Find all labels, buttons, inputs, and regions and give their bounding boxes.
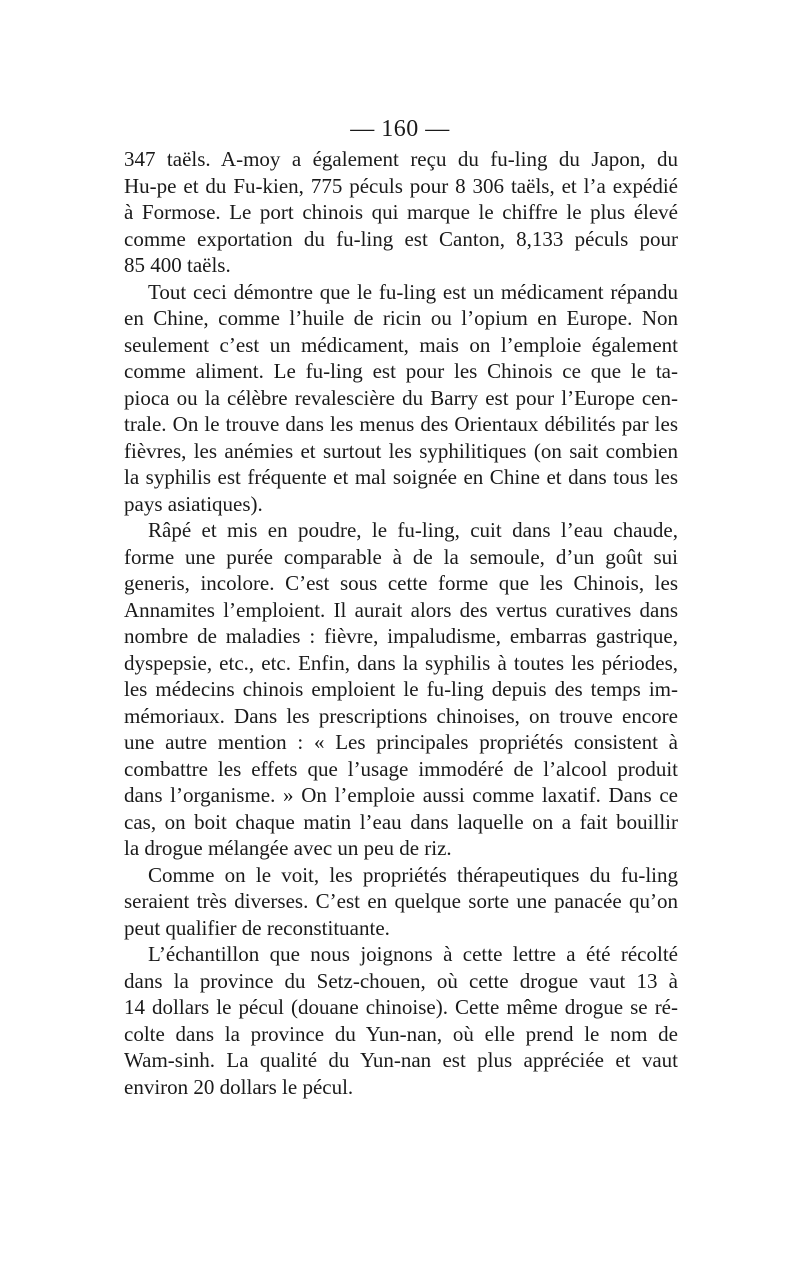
text-line: L’échantillon que nous joignons à cette lettre a été récolté xyxy=(148,942,678,966)
text-line: peut qualifier de reconstituante. xyxy=(124,915,390,940)
text-line: à Formose. Le port chinois qui marque le chiffre le plus élevé xyxy=(124,200,678,224)
text-line: Tout ceci démontre que le fu-ling est un médicament répandu xyxy=(148,279,678,304)
text-line: trale. On le trouve dans les menus des Orientaux débilités par les xyxy=(124,412,678,436)
text-line: pays asiatiques). xyxy=(124,491,263,516)
text-line: mémoriaux. Dans les prescriptions chinoises, on trouve encore xyxy=(124,703,678,728)
text-line: 14 dollars le pécul (douane chinoise). Cette même drogue se ré- xyxy=(124,995,678,1019)
text-line: Râpé et mis en poudre, le fu-ling, cuit dans l’eau chaude, xyxy=(148,518,678,542)
text-line: Comme on le voit, les propriétés thérapeutiques du fu-ling xyxy=(148,862,678,887)
text-line: 347 taëls. A-moy a également reçu du fu-ling du Japon, du xyxy=(124,147,678,171)
text-line: Hu-pe et du Fu-kien, 775 péculs pour 8 306 taëls, et l’a expédié xyxy=(124,173,678,198)
text-line: la drogue mélangée avec un peu de riz. xyxy=(124,836,452,860)
text-line: la syphilis est fréquente et mal soignée en Chine et dans tous les xyxy=(124,465,678,489)
text-line: les médecins chinois emploient le fu-ling depuis des temps im- xyxy=(124,677,678,701)
text-line: pioca ou la célèbre revalescière du Barry est pour l’Europe cen- xyxy=(124,385,678,410)
text-line: seraient très diverses. C’est en quelque sorte une panacée qu’on xyxy=(124,889,678,913)
text-line: une autre mention : « Les principales propriétés consistent à xyxy=(124,730,678,754)
text-line: comme aliment. Le fu-ling est pour les Chinois ce que le ta- xyxy=(124,359,678,383)
text-line: dyspepsie, etc., etc. Enfin, dans la syphilis à toutes les périodes, xyxy=(124,650,678,675)
text-line: fièvres, les anémies et surtout les syphilitiques (on sait combien xyxy=(124,438,678,463)
text-line: environ 20 dollars le pécul. xyxy=(124,1074,354,1099)
body-text xyxy=(124,146,678,1100)
text-line: generis, incolore. C’est sous cette forme que les Chinois, les xyxy=(124,571,678,595)
text-line: nombre de maladies : fièvre, impaludisme, embarras gastrique, xyxy=(124,624,678,648)
text-line: Wam-sinh. La qualité du Yun-nan est plus appréciée et vaut xyxy=(124,1048,678,1072)
text-line: comme exportation du fu-ling est Canton, 8,133 péculs pour xyxy=(124,226,678,251)
text-line: colte dans la province du Yun-nan, où elle prend le nom de xyxy=(124,1021,678,1046)
text-line: en Chine, comme l’huile de ricin ou l’opium en Europe. Non xyxy=(124,306,678,330)
text-line: forme une purée comparable à de la semoule, d’un goût sui xyxy=(124,544,678,569)
text-line: 85 400 taëls. xyxy=(124,253,231,277)
text-line: seulement c’est un médicament, mais on l’emploie également xyxy=(124,332,678,357)
text-line: dans la province du Setz-chouen, où cette drogue vaut 13 à xyxy=(124,968,678,993)
page-number: — 160 — xyxy=(350,116,450,142)
text-line: cas, on boit chaque matin l’eau dans laquelle on a fait bouillir xyxy=(124,809,678,834)
text-line: dans l’organisme. » On l’emploie aussi comme laxatif. Dans ce xyxy=(124,783,678,807)
text-line: Annamites l’emploient. Il aurait alors des vertus curatives dans xyxy=(124,597,678,622)
text-line: combattre les effets que l’usage immodéré de l’alcool produit xyxy=(124,756,678,781)
